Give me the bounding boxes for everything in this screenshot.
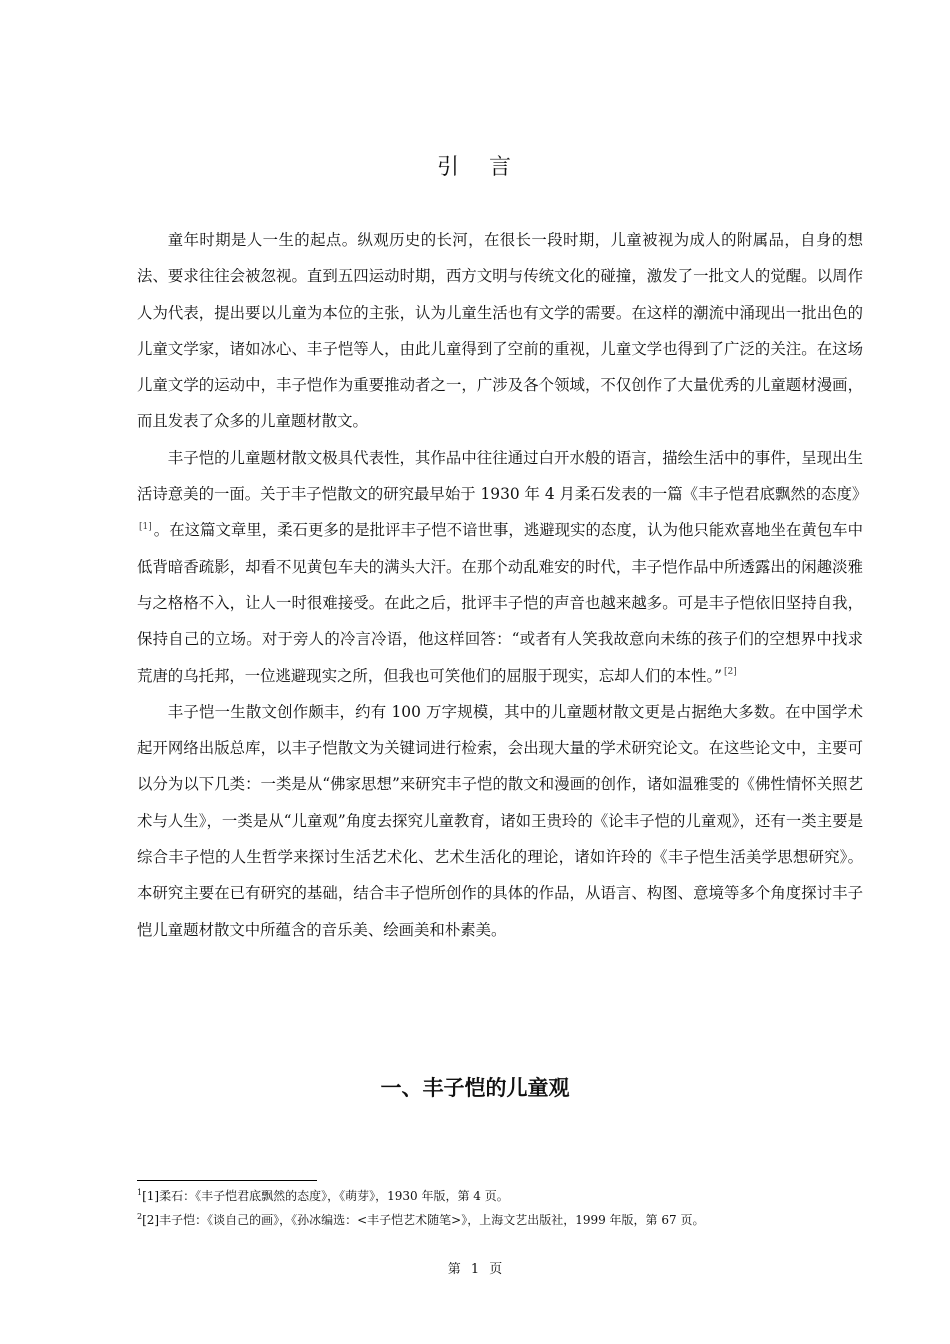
footnotes [137,1184,863,1232]
paragraph-2-part-1: 丰子恺的儿童题材散文极具代表性，其作品中往往通过白开水般的语言，描绘生活中的事件，呈现出生活诗意美的一面。关于丰子恺散文的研究最早始于 1930 年 4 月柔石发表的一篇《丰子恺君底飘然的态度》 [137,448,868,504]
section-heading: 一、丰子恺的儿童观 [380,1076,570,1100]
page-number: 第 1 页 [447,1262,503,1277]
footnote-text-2: [2]丰子恺：《谈自己的画》，《孙冰编选：<丰子恺艺术随笔>》，上海文艺出版社，1999 年版，第 67 页。 [142,1213,705,1227]
footnote-mark-1: 1 [137,1188,143,1197]
footnote-divider [137,1180,317,1181]
title-char-1: 引 [436,155,461,180]
body-text [137,222,868,948]
paragraph-2-part-2: 。在这篇文章里，柔石更多的是批评丰子恺不谙世事，逃避现实的态度，认为他只能欢喜地坐在黄包车中低背暗香疏影，却看不见黄包车夫的满头大汗。在那个动乱难安的时代，丰子恺作品中所透露出的闲趣淡雅与之格格不入，让人一时很难接受。在此之后，批评丰子恺的声音也越来越多。可是丰子恺依旧坚持自我，保持自己的立场。对于旁人的冷言冷语，他这样回答：“或者有人笑我故意向未练的孩子们的空想界中找求荒唐的乌托邦，一位逃避现实之所，但我也可笑他们的屈服于现实，忘却人们的本性。” [137,521,863,685]
footnote-1 [137,1184,863,1208]
footnote-ref-2[interactable]: [2] [724,667,737,678]
paragraph-3: 丰子恺一生散文创作颇丰，约有 100 万字规模，其中的儿童题材散文更是占据绝大多数。在中国学术起开网络出版总库，以丰子恺散文为关键词进行检索，会出现大量的学术研究论文。在这些论文中，主要可以分为以下几类：一类是从“佛家思想”来研究丰子恺的散文和漫画的创作，诸如温雅雯的《佛性情怀关照艺术与人生》，一类是从“儿童观”角度去探究儿童教育，诸如王贵玲的《论丰子恺的儿童观》，还有一类主要是综合丰子恺的人生哲学来探讨生活艺术化、艺术生活化的理论，诸如许玲的《丰子恺生活美学思想研究》。本研究主要在已有研究的基础，结合丰子恺所创作的具体的作品，从语言、构图、意境等多个角度探讨丰子恺儿童题材散文中所蕴含的音乐美、绘画美和朴素美。 [137,702,863,939]
paragraph-1: 童年时期是人一生的起点。纵观历史的长河，在很长一段时期，儿童被视为成人的附属品，自身的想法、要求往往会被忽视。直到五四运动时期，西方文明与传统文化的碰撞，激发了一批文人的觉醒。以周作人为代表，提出要以儿童为本位的主张，认为儿童生活也有文学的需要。在这样的潮流中涌现出一批出色的儿童文学家，诸如冰心、丰子恺等人，由此儿童得到了空前的重视，儿童文学也得到了广泛的关注。在这场儿童文学的运动中，丰子恺作为重要推动者之一，广涉及各个领域，不仅创作了大量优秀的儿童题材漫画，而且发表了众多的儿童题材散文。 [137,231,863,431]
footnote-2 [137,1208,863,1232]
footnote-text-1: [1]柔石：《丰子恺君底飘然的态度》，《萌芽》，1930 年版，第 4 页。 [142,1189,509,1203]
footnote-mark-2: 2 [137,1212,143,1221]
footnote-ref-1[interactable]: [1] [139,522,152,533]
paragraph-2 [137,440,868,694]
page-title [0,150,950,181]
title-char-2: 言 [489,155,514,180]
